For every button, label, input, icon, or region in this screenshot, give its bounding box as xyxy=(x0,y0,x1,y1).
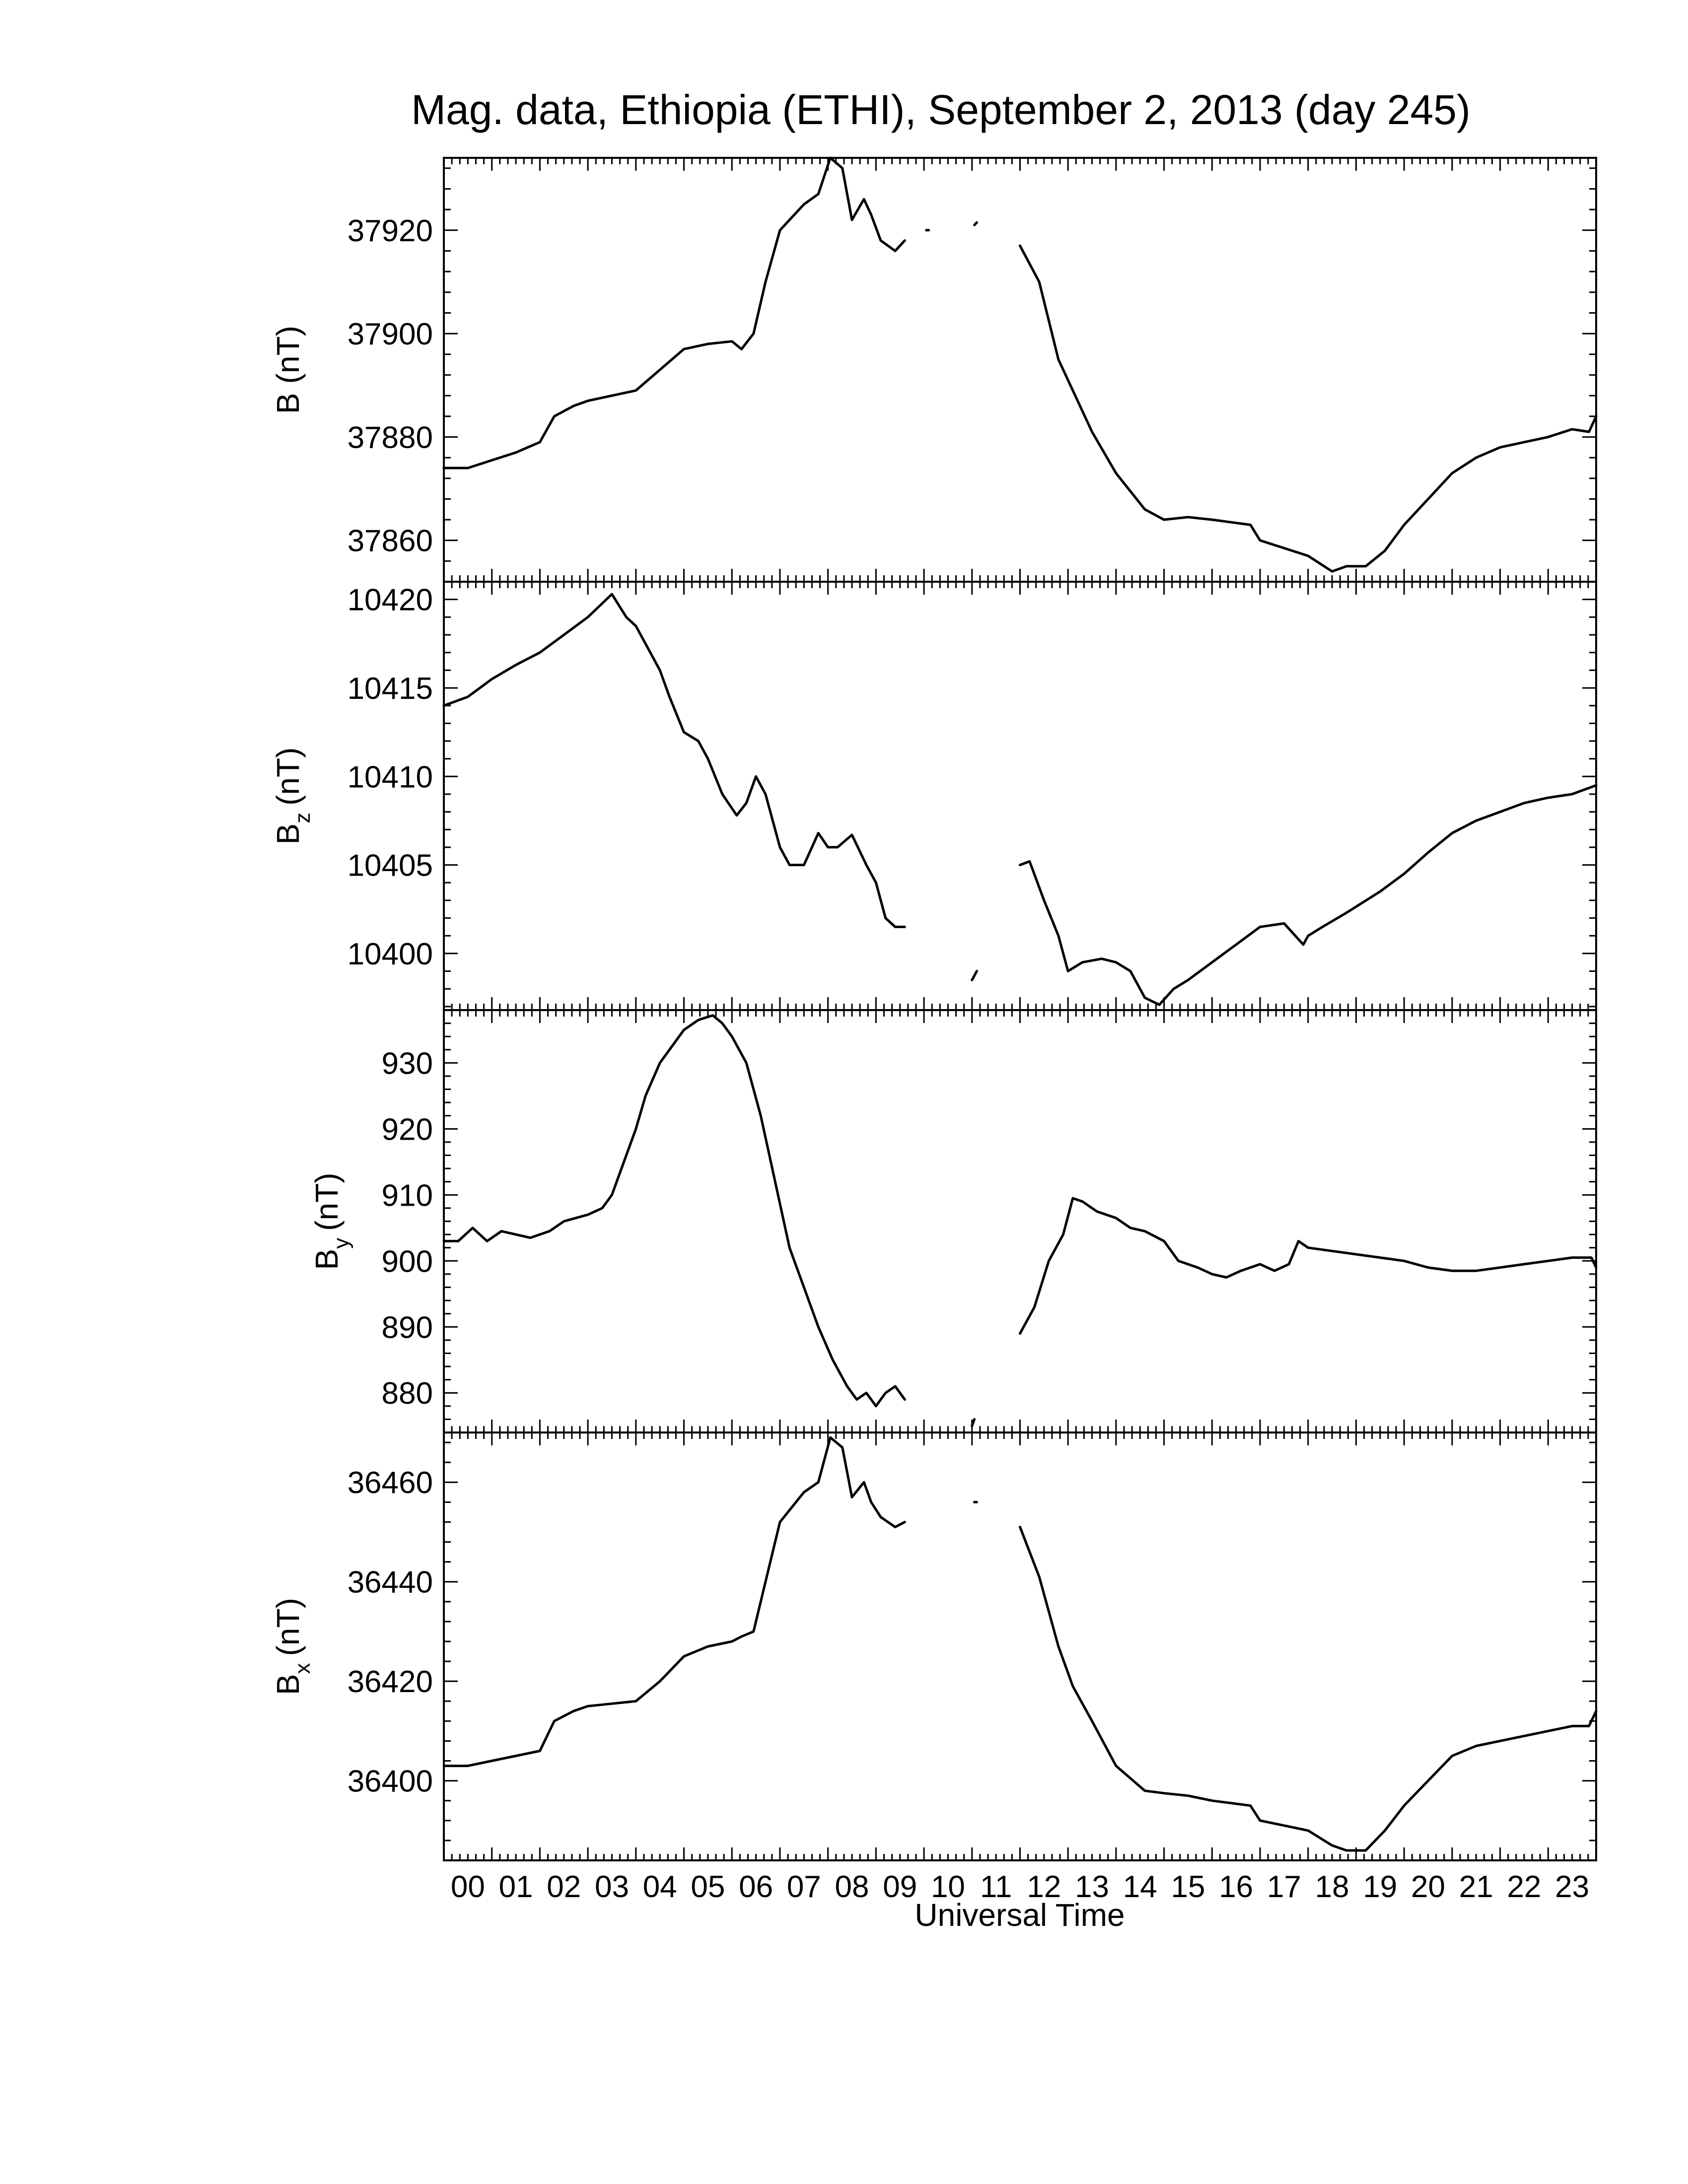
y-tick-label: 920 xyxy=(381,1112,433,1147)
series-line xyxy=(1020,246,1597,571)
x-tick-label: 17 xyxy=(1266,1870,1301,1904)
x-tick-label: 11 xyxy=(980,1870,1012,1904)
x-tick-label: 08 xyxy=(835,1870,869,1904)
y-axis-title-unit: (nT) xyxy=(270,326,306,384)
y-axis-title xyxy=(270,326,306,414)
y-axis-title-unit: (nT) xyxy=(270,1598,306,1656)
x-tick-label: 10 xyxy=(930,1870,965,1904)
series-line xyxy=(444,594,905,927)
y-tick-label: 36400 xyxy=(347,1764,433,1799)
panel-3 xyxy=(309,1010,1596,1433)
y-tick-label: 10415 xyxy=(347,671,433,706)
y-tick-label: 10405 xyxy=(347,848,433,883)
x-tick-label: 21 xyxy=(1459,1870,1493,1904)
panel-frame xyxy=(444,1433,1596,1860)
x-tick-label: 02 xyxy=(547,1870,581,1904)
y-tick-label: 10400 xyxy=(347,937,433,971)
y-tick-label: 37920 xyxy=(347,213,433,248)
y-axis-title-main: B xyxy=(309,1248,345,1270)
series-line xyxy=(975,222,977,225)
panel-2 xyxy=(270,582,1596,1010)
y-tick-label: 900 xyxy=(381,1244,433,1279)
x-tick-label: 03 xyxy=(594,1870,629,1904)
panel-1 xyxy=(270,158,1596,582)
x-tick-label: 19 xyxy=(1363,1870,1398,1904)
x-tick-label: 00 xyxy=(450,1870,485,1904)
series-line xyxy=(444,1437,905,1766)
panel-4 xyxy=(270,1433,1596,1860)
y-tick-label: 10420 xyxy=(347,583,433,617)
y-axis-title-unit: (nT) xyxy=(309,1172,345,1231)
x-tick-label: 01 xyxy=(498,1870,533,1904)
y-tick-label: 37880 xyxy=(347,420,433,455)
x-axis-title: Universal Time xyxy=(914,1897,1125,1933)
y-axis-title-main: B xyxy=(270,1674,306,1695)
x-tick-label: 12 xyxy=(1027,1870,1061,1904)
y-tick-label: 890 xyxy=(381,1310,433,1345)
x-tick-label: 07 xyxy=(786,1870,821,1904)
y-tick-label: 36440 xyxy=(347,1565,433,1600)
series-line xyxy=(1020,785,1597,1005)
x-tick-label: 20 xyxy=(1411,1870,1446,1904)
y-tick-label: 37860 xyxy=(347,524,433,558)
series-line xyxy=(444,158,905,468)
y-axis-title xyxy=(309,1173,353,1270)
y-axis-title-subscript: x xyxy=(290,1663,315,1674)
y-tick-label: 930 xyxy=(381,1046,433,1081)
y-axis-title xyxy=(270,748,315,845)
x-tick-label: 06 xyxy=(739,1870,774,1904)
chart-title: Mag. data, Ethiopia (ETHI), September 2, 2013 (day 245) xyxy=(411,86,1471,133)
x-tick-label: 04 xyxy=(642,1870,677,1904)
x-tick-label: 22 xyxy=(1507,1870,1542,1904)
y-axis-title-subscript: z xyxy=(290,812,315,823)
x-tick-label: 14 xyxy=(1123,1870,1157,1904)
y-tick-label: 10410 xyxy=(347,760,433,795)
x-tick-label: 18 xyxy=(1315,1870,1349,1904)
y-tick-label: 36460 xyxy=(347,1466,433,1501)
y-axis-title-subscript: y xyxy=(329,1237,353,1249)
x-tick-label: 13 xyxy=(1075,1870,1110,1904)
series-line xyxy=(972,971,977,980)
panel-frame xyxy=(444,1010,1596,1433)
x-tick-label: 15 xyxy=(1171,1870,1205,1904)
x-tick-label: 23 xyxy=(1555,1870,1590,1904)
x-tick-label: 05 xyxy=(691,1870,725,1904)
panel-frame xyxy=(444,582,1596,1010)
y-axis-title xyxy=(270,1598,315,1695)
chart-panels xyxy=(270,158,1596,1860)
y-tick-label: 37900 xyxy=(347,317,433,352)
y-axis-title-unit: (nT) xyxy=(270,747,306,806)
series-line xyxy=(444,1016,905,1406)
y-tick-label: 36420 xyxy=(347,1665,433,1700)
y-tick-label: 910 xyxy=(381,1178,433,1213)
panel-frame xyxy=(444,158,1596,582)
x-tick-label: 16 xyxy=(1219,1870,1254,1904)
y-tick-label: 880 xyxy=(381,1376,433,1411)
x-tick-label: 09 xyxy=(883,1870,917,1904)
series-line xyxy=(1020,1527,1597,1850)
y-axis-title-main: B xyxy=(270,393,306,414)
series-line xyxy=(1020,1198,1597,1334)
y-axis-title-main: B xyxy=(270,823,306,845)
